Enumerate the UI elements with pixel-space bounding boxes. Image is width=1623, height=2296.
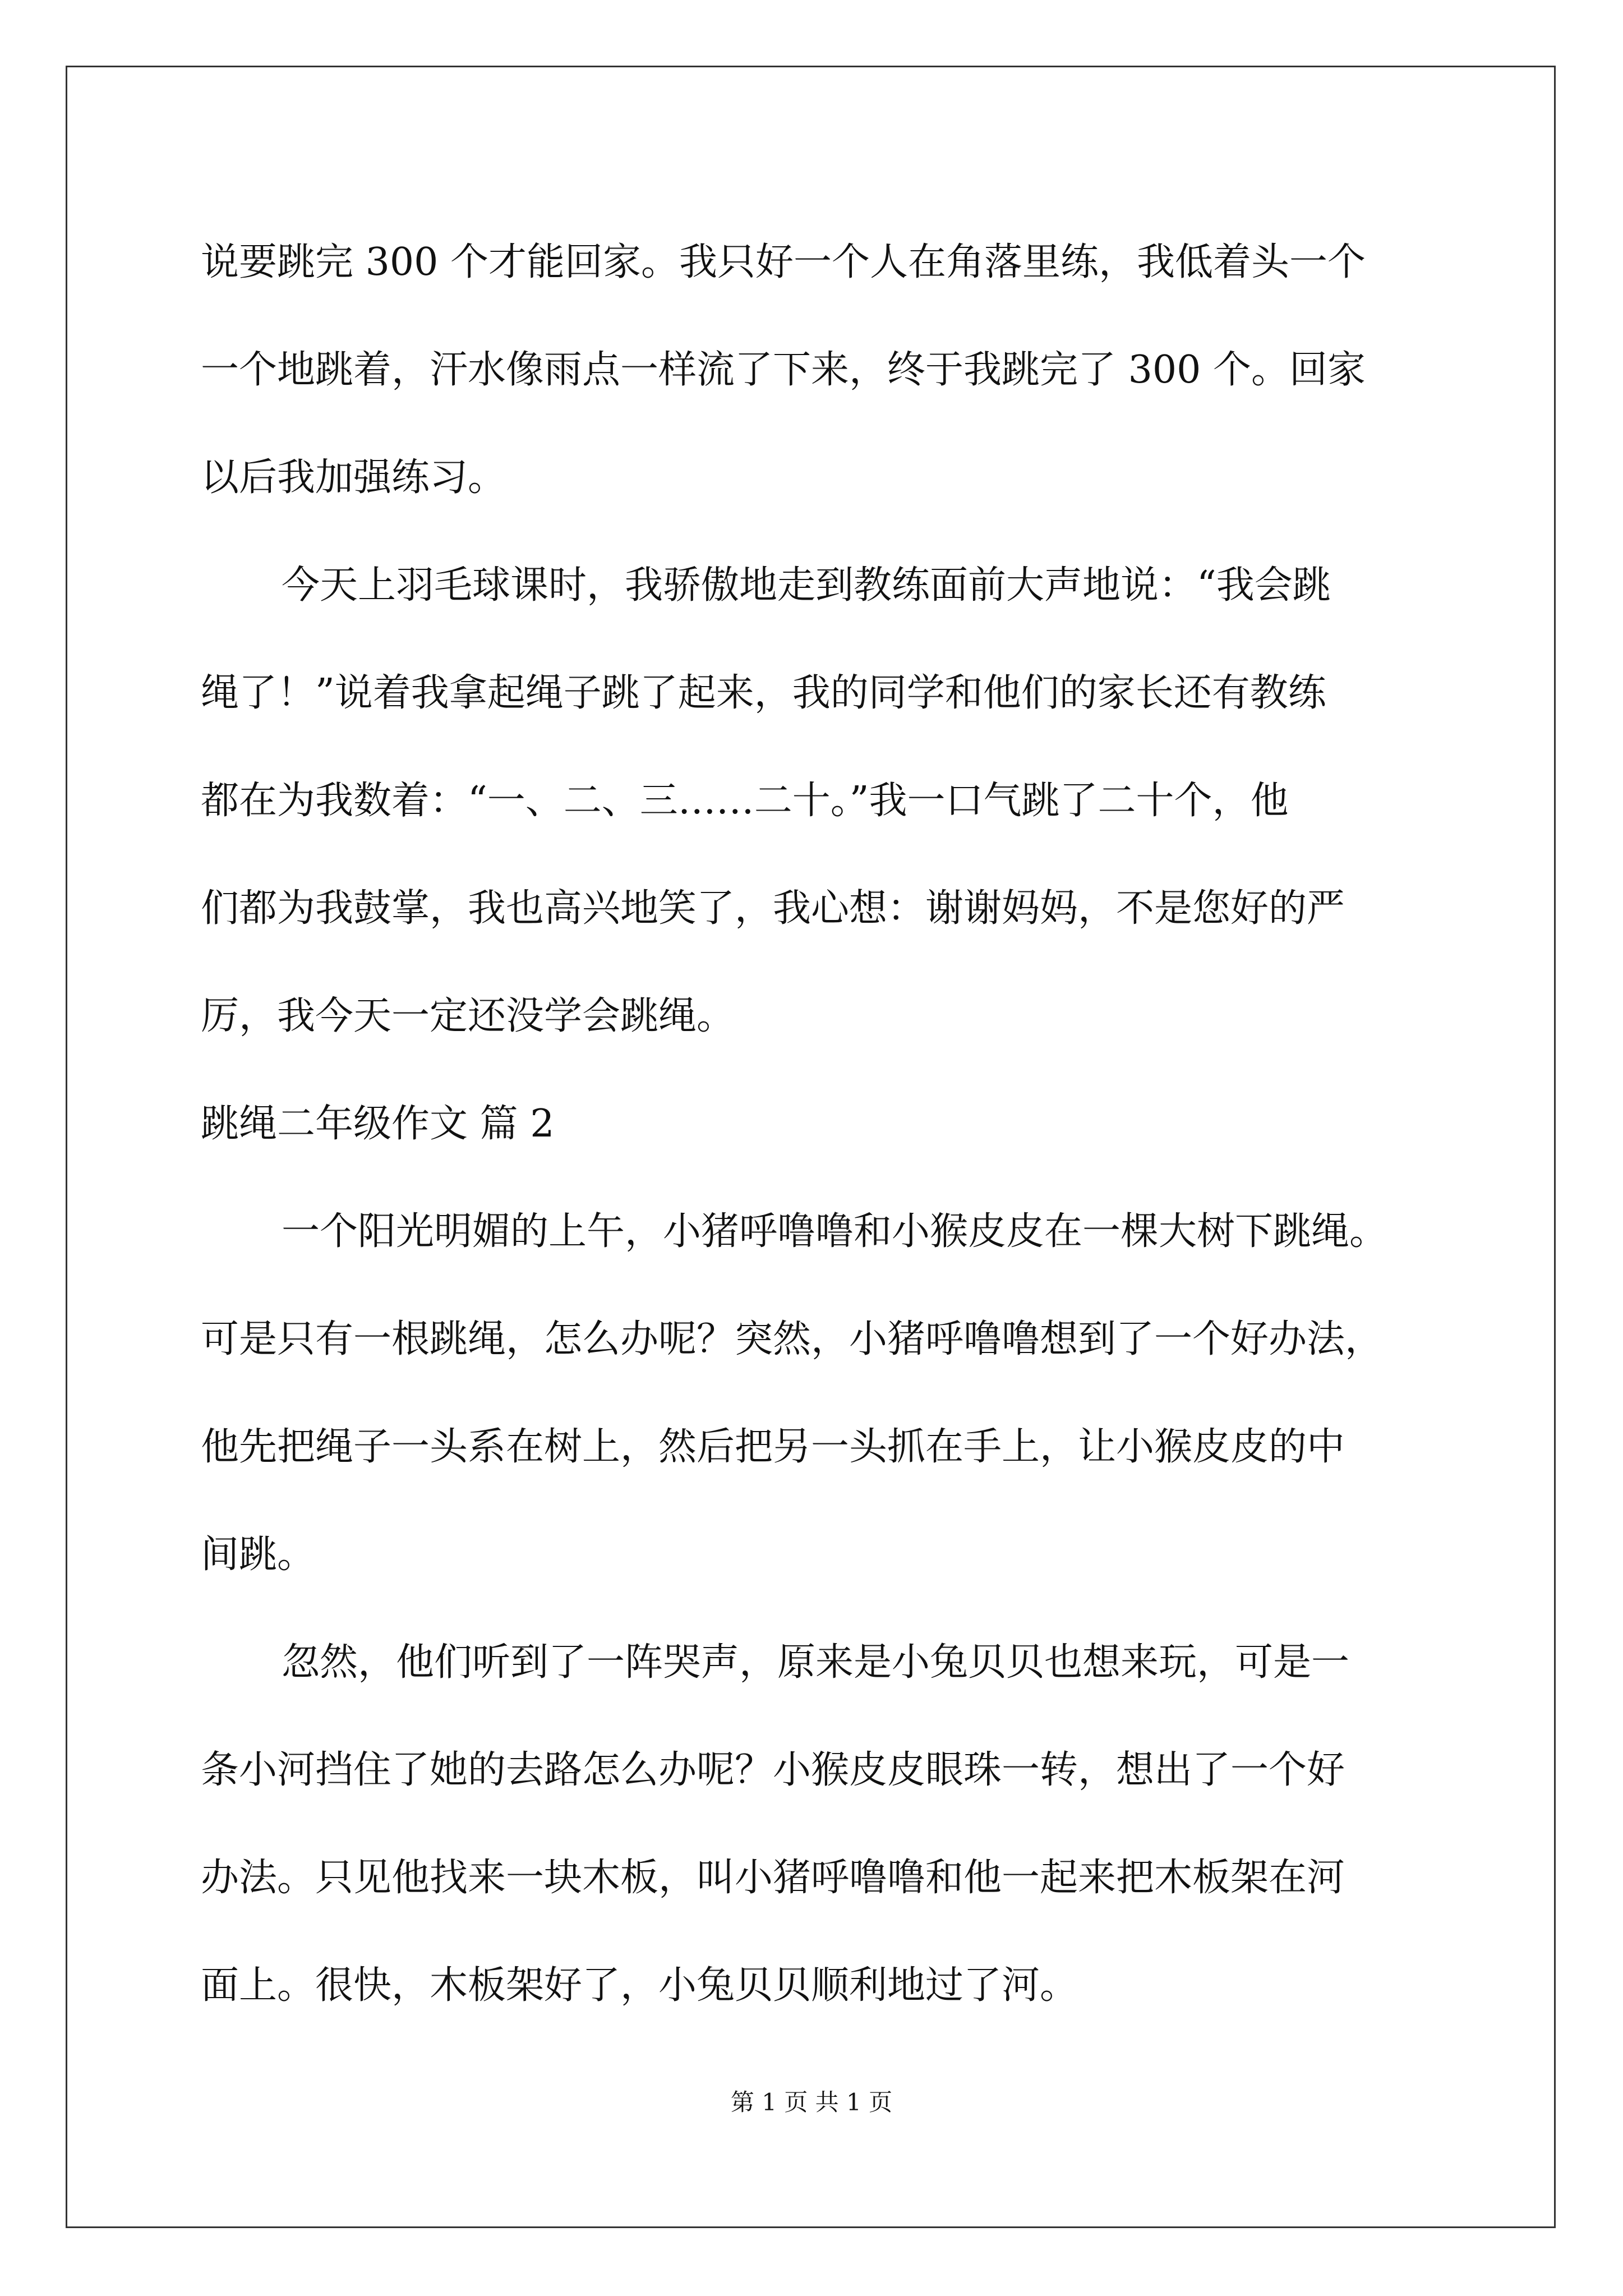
text-line: 厉，我今天一定还没学会跳绳。 [201, 994, 735, 1038]
text-line: 们都为我鼓掌，我也高兴地笑了，我心想：谢谢妈妈，不是您好的严 [201, 886, 1345, 931]
text-line: 说要跳完 300 个才能回家。我只好一个人在角落里练，我低着头一个 [201, 240, 1366, 284]
document-body [201, 209, 1435, 2040]
text-line: 办法。只见他找来一块木板，叫小猪呼噜噜和他一起来把木板架在河 [201, 1856, 1345, 1900]
paragraph-start-line: 今天上羽毛球课时，我骄傲地走到教练面前大声地说：“我会跳 [282, 563, 1331, 608]
text-line: 面上。很快，木板架好了，小兔贝贝顺利地过了河。 [201, 1963, 1078, 2008]
text-line: 绳了！”说着我拿起绳子跳了起来，我的同学和他们的家长还有教练 [201, 671, 1326, 715]
text-line: 间跳。 [201, 1533, 316, 1577]
text-line: 一个地跳着，汗水像雨点一样流了下来，终于我跳完了 300 个。回家 [201, 348, 1366, 392]
paragraph-start-line: 一个阳光明媚的上午，小猪呼噜噜和小猴皮皮在一棵大树下跳绳。 [282, 1209, 1388, 1254]
text-line: 他先把绳子一头系在树上，然后把另一头抓在手上，让小猴皮皮的中 [201, 1425, 1345, 1469]
text-line: 都在为我数着：“一、二、三……二十。”我一口气跳了二十个，他 [201, 779, 1289, 823]
text-line: 以后我加强练习。 [201, 455, 506, 500]
text-line: 条小河挡住了她的去路怎么办呢？小猴皮皮眼珠一转，想出了一个好 [201, 1748, 1345, 1792]
text-line: 可是只有一根跳绳，怎么办呢？突然，小猪呼噜噜想到了一个好办法， [201, 1317, 1384, 1361]
section-heading: 跳绳二年级作文 篇 2 [201, 1102, 555, 1146]
paragraph-start-line: 忽然，他们听到了一阵哭声，原来是小兔贝贝也想来玩，可是一 [282, 1640, 1350, 1685]
page-footer: 第 1 页 共 1 页 [730, 2088, 893, 2116]
